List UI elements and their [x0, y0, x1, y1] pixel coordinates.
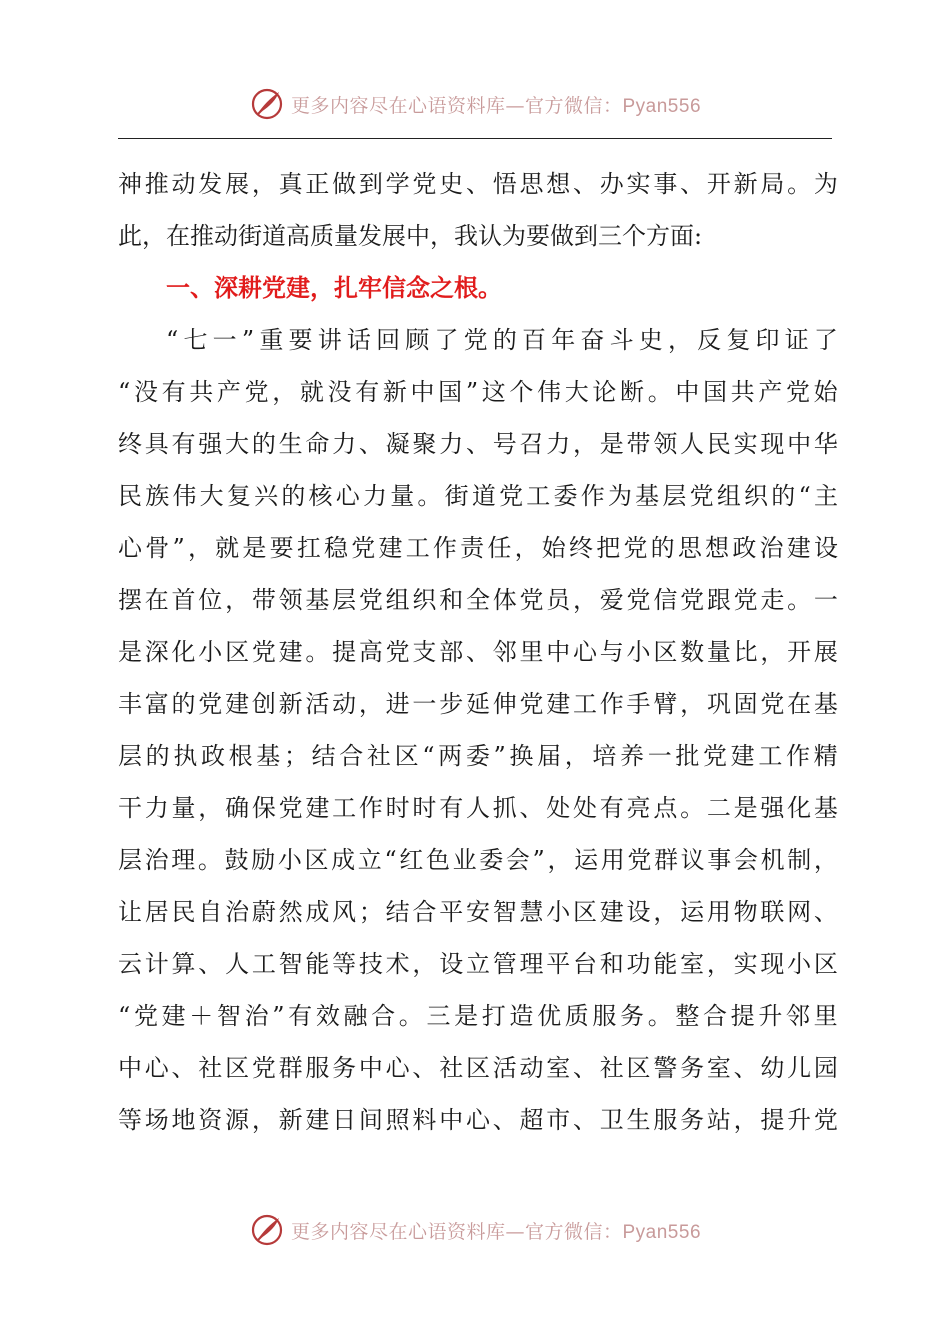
text-line: 此，在推动街道高质量发展中，我认为要做到三个方面:: [118, 222, 703, 250]
text-line: 让 居 民 自 治 蔚 然 成 风 ； 结 合 平 安 智 慧 小 区 建 设 ， 运 用 物 联 网 、: [118, 898, 838, 926]
text-line: 心 骨 ” ， 就 是 要 扛 稳 党 建 工 作 责 任 ， 始 终 把 党 的 思 想 政 治 建 设: [118, 534, 838, 562]
text-line: 干 力 量 ， 确 保 党 建 工 作 时 时 有 人 抓 、 处 处 有 亮 点 。 二 是 强 化 基: [118, 794, 838, 822]
quill-pen-logo-icon: [249, 86, 285, 122]
text-line: “ 没 有 共 产 党 ， 就 没 有 新 中 国 ” 这 个 伟 大 论 断 。 中 国 共 产 党 始: [118, 378, 838, 406]
text-line: 民 族 伟 大 复 兴 的 核 心 力 量 。 街 道 党 工 委 作 为 基 层 党 组 织 的 “ 主: [118, 482, 838, 510]
text-line: “ 党 建 ＋ 智 治 ” 有 效 融 合 。 三 是 打 造 优 质 服 务 。 整 合 提 升 邻 里: [118, 1002, 838, 1030]
text-line: 是 深 化 小 区 党 建 。 提 高 党 支 部 、 邻 里 中 心 与 小 区 数 量 比 ， 开 展: [118, 638, 838, 666]
header-watermark: [0, 84, 950, 124]
text-line: 丰 富 的 党 建 创 新 活 动 ， 进 一 步 延 伸 党 建 工 作 手 臂 ， 巩 固 党 在 基: [118, 690, 838, 718]
text-line: 摆 在 首 位 ， 带 领 基 层 党 组 织 和 全 体 党 员 ， 爱 党 信 党 跟 党 走 。 一: [118, 586, 838, 614]
text-line: 层 治 理 。 鼓 励 小 区 成 立 “ 红 色 业 委 会 ” ， 运 用 党 群 议 事 会 机 制 ，: [118, 846, 838, 874]
footer-watermark: [0, 1210, 950, 1250]
text-line: “ 七 一 ” 重 要 讲 话 回 顾 了 党 的 百 年 奋 斗 史 ， 反 复 印 证 了: [166, 326, 838, 354]
text-line: 云 计 算 、 人 工 智 能 等 技 术 ， 设 立 管 理 平 台 和 功 能 室 ， 实 现 小 区: [118, 950, 838, 978]
text-line: 层 的 执 政 根 基 ； 结 合 社 区 “ 两 委 ” 换 届 ， 培 养 一 批 党 建 工 作 精: [118, 742, 838, 770]
quill-pen-logo-icon: [249, 1212, 285, 1248]
watermark-text: 更多内容尽在心语资料库—官方微信：Pyan556: [290, 1220, 702, 1243]
text-line: 中 心 、 社 区 党 群 服 务 中 心 、 社 区 活 动 室 、 社 区 警 务 室 、 幼 儿 园: [118, 1054, 838, 1082]
document-body: [118, 158, 838, 1146]
header-rule: [118, 138, 832, 139]
text-line: 等 场 地 资 源 ， 新 建 日 间 照 料 中 心 、 超 市 、 卫 生 服 务 站 ， 提 升 党: [118, 1106, 838, 1134]
watermark-text: 更多内容尽在心语资料库—官方微信：Pyan556: [290, 94, 702, 117]
text-line: 终 具 有 强 大 的 生 命 力 、 凝 聚 力 、 号 召 力 ， 是 带 领 人 民 实 现 中 华: [118, 430, 838, 458]
text-line: 神 推 动 发 展 ， 真 正 做 到 学 党 史 、 悟 思 想 、 办 实 事 、 开 新 局 。 为: [118, 170, 838, 198]
section-heading: 一、深耕党建，扎牢信念之根。: [166, 274, 502, 302]
